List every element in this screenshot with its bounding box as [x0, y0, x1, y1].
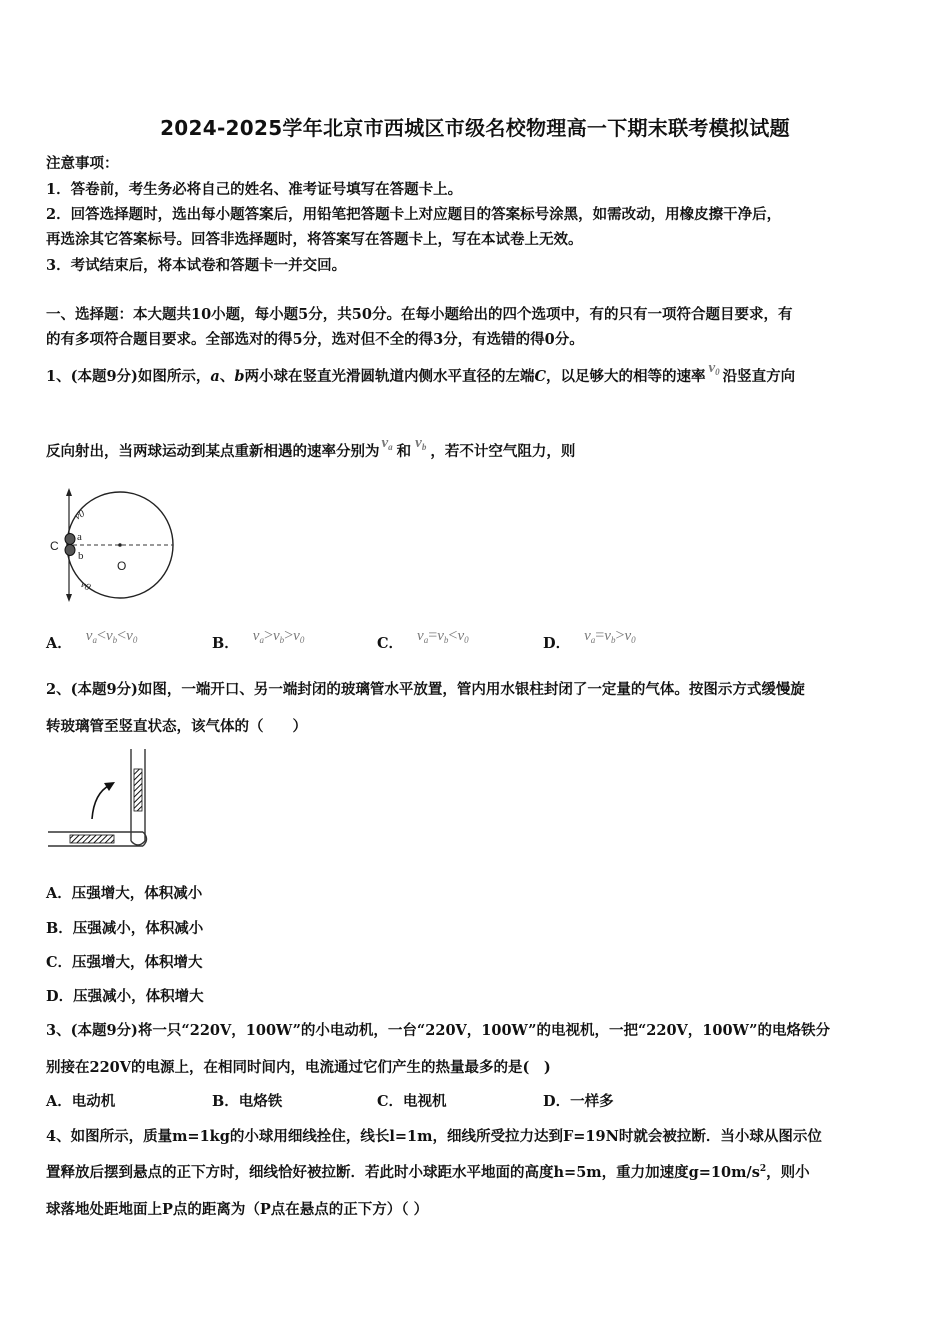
q1-option-a-r1: <: [96, 627, 106, 644]
q1-var-b: b: [234, 368, 245, 385]
q1-option-c[interactable]: [377, 624, 469, 652]
q4-line3: 球落地处距地面上P点的距离为（P点在悬点的正下方）（ ）: [46, 1201, 429, 1218]
q4-line2: [46, 1161, 810, 1182]
q2-line2: 转玻璃管至竖直状态，该气体的（ ）: [46, 718, 307, 735]
q1-option-c-s3: 0: [464, 635, 469, 645]
notice-item-2-cont: 再选涂其它答案标号。回答非选择题时，将答案写在答题卡上，写在本试卷上无效。: [46, 231, 583, 248]
q1-and: 和: [396, 443, 412, 460]
q3-option-d-text: 一样多: [570, 1093, 614, 1110]
q1-v0-v: v: [708, 360, 716, 376]
q1-option-b-s2: b: [279, 635, 285, 645]
q1-option-b-v2: v: [272, 628, 280, 644]
q2-option-b[interactable]: [46, 917, 203, 938]
q1-option-a-r2: <: [117, 627, 127, 644]
q2-line1: [46, 678, 805, 699]
q1-option-b-r2: >: [284, 627, 294, 644]
q1-option-a-s3: 0: [132, 635, 138, 645]
q1-va-sub: a: [388, 442, 393, 452]
q3-option-b-text: 电烙铁: [238, 1093, 283, 1110]
q1-label-v0-top: v0: [73, 508, 87, 523]
q1-option-a-label: A．: [46, 635, 72, 652]
q4-line2-text: 置释放后摆到悬点的正下方时，细线恰好被拉断．若此时小球距水平地面的高度h=5m，重力加速度g=10m/s: [46, 1164, 760, 1181]
q1-option-c-s1: a: [423, 635, 429, 645]
q1-v0-sub: 0: [715, 367, 720, 377]
q1-option-b-r1: >: [263, 627, 273, 644]
q1-score: (本题9分): [70, 368, 138, 385]
q3-option-a-label: A．: [46, 1093, 72, 1110]
q3-option-c[interactable]: [377, 1090, 447, 1111]
q2-mercury-vertical: [134, 769, 142, 811]
q3-score: (本题9分): [70, 1022, 138, 1039]
q2-option-a-text: 压强增大，体积减小: [71, 885, 203, 902]
q2-score: (本题9分): [70, 681, 138, 698]
notice-item-1: 1．答卷前，考生务必将自己的姓名、准考证号填写在答题卡上。: [46, 181, 463, 198]
q1-option-b-expr: [253, 628, 305, 644]
q1-option-c-v1: v: [417, 628, 424, 644]
q2-vertical-tube-end: [131, 841, 145, 845]
q2-rotation-arrow-curve: [92, 785, 110, 819]
q3-option-b[interactable]: [212, 1090, 282, 1111]
q2-option-c-text: 压强增大，体积增大: [72, 954, 203, 971]
q2-option-d-text: 压强减小，体积增大: [73, 988, 204, 1005]
q1-v0-symbol: [709, 360, 720, 376]
q1-option-d-v2: v: [604, 628, 611, 644]
notice-item-3: 3．考试结束后，将本试卷和答题卡一并交回。: [46, 257, 347, 274]
q1-option-b-label: B．: [212, 635, 239, 652]
section1-line1: 一、选择题：本大题共10小题，每小题5分，共50分。在每小题给出的四个选项中，有的只有一项符合题目要求，有: [46, 306, 793, 323]
q2-text-a: 如图，一端开口、另一端封闭的玻璃管水平放置，管内用水银柱封闭了一定量的气体。按图示方式缓慢旋: [137, 681, 805, 698]
q3-option-a[interactable]: [46, 1090, 115, 1111]
q1-option-d-label: D．: [543, 635, 571, 652]
q1-option-d-r1: =: [595, 627, 605, 644]
q1-option-c-s2: b: [443, 635, 449, 645]
q1-text-a: 如图所示，: [137, 368, 211, 385]
q1-option-a-s1: a: [92, 635, 97, 645]
q1-option-c-r1: =: [428, 627, 438, 644]
q1-text-b: 两小球在竖直光滑圆轨道内侧水平直径的左端: [244, 368, 535, 385]
q1-option-b-s1: a: [259, 635, 264, 645]
q1-text-c: ，以足够大的相等的速率: [546, 368, 706, 385]
q1-vb-v: v: [415, 435, 422, 451]
q1-ball-a: [65, 534, 75, 545]
q2-option-a-label: A．: [46, 885, 72, 902]
q3-option-d[interactable]: [543, 1090, 614, 1111]
q2-number: 2、: [46, 681, 71, 698]
q3-option-a-text: 电动机: [71, 1093, 116, 1110]
q1-option-b-v3: v: [293, 628, 300, 644]
q1-option-d-s1: a: [590, 635, 596, 645]
q1-vb-symbol: [415, 435, 426, 451]
q1-text-e: 反向射出，当两球运动到某点重新相遇的速率分别为: [46, 443, 380, 460]
q4-line1: 4、如图所示，质量m=1kg的小球用细线拴住，线长l=1m，细线所受拉力达到F=19N时就会被拉断．当小球从图示位: [46, 1128, 822, 1145]
q1-option-c-label: C．: [377, 635, 404, 652]
q2-option-b-label: B．: [46, 920, 73, 937]
q1-option-d-expr: [584, 628, 636, 644]
q1-var-c: C: [534, 368, 546, 385]
q1-text-f: ，若不计空气阻力，则: [430, 443, 576, 460]
q1-option-d-v3: v: [624, 628, 632, 644]
q2-option-a[interactable]: [46, 882, 202, 903]
q1-option-a-s2: b: [112, 635, 118, 645]
q3-option-c-label: C．: [377, 1093, 404, 1110]
q1-option-b-v1: v: [252, 628, 260, 644]
q2-option-d[interactable]: [46, 985, 204, 1006]
q1-option-c-r2: <: [448, 627, 458, 644]
q3-number: 3、: [46, 1022, 71, 1039]
notice-item-2: 2．回答选择题时，选出每小题答案后，用铅笔把答题卡上对应题目的答案标号涂黑，如需改动，用橡皮擦干净后，: [46, 206, 782, 223]
q1-option-b[interactable]: [212, 624, 305, 652]
notice-heading: 注意事项：: [46, 155, 119, 172]
q1-up-arrow-head: [66, 488, 72, 496]
q1-option-b-s3: 0: [299, 635, 305, 645]
q1-va-v: v: [381, 435, 389, 451]
q3-option-c-text: 电视机: [403, 1093, 447, 1110]
q2-rotation-arrow-head: [104, 782, 115, 791]
q1-va-symbol: [382, 435, 393, 451]
q1-option-d[interactable]: [543, 624, 636, 652]
q3-text-a: 将一只“220V，100W”的小电动机，一台“220V，100W”的电视机，一把“220V，100W”的电烙铁分: [137, 1022, 830, 1039]
q1-sep: 、: [219, 368, 235, 385]
q1-option-d-s3: 0: [631, 635, 636, 645]
q4-line2-tail: ，则小: [766, 1164, 810, 1181]
q1-label-a: a: [77, 531, 82, 543]
page-title: 2024-2025学年北京市西城区市级名校物理高一下期末联考模拟试题: [160, 116, 790, 140]
q1-option-a-v1: v: [85, 628, 93, 644]
q3-line1: [46, 1019, 830, 1040]
q2-mercury-horizontal: [70, 835, 114, 843]
q2-tube-figure: [44, 745, 159, 853]
q1-option-d-s2: b: [610, 635, 616, 645]
q1-option-a[interactable]: [46, 624, 138, 652]
q1-option-c-v3: v: [457, 628, 465, 644]
q2-option-c[interactable]: [46, 951, 203, 972]
q1-down-arrow-head: [66, 594, 72, 602]
q1-option-d-v1: v: [584, 628, 591, 644]
q4-line2-sup: 2: [759, 1164, 767, 1175]
section1-line2: 的有多项符合题目要求。全部选对的得5分，选对但不全的得3分，有选错的得0分。: [46, 331, 584, 348]
q1-option-a-expr: [86, 628, 138, 644]
q1-text-d: 沿竖直方向: [722, 368, 796, 385]
q2-option-b-text: 压强减小，体积减小: [72, 920, 204, 937]
q2-option-c-label: C．: [46, 954, 73, 971]
q1-label-v0-bottom: v0: [78, 579, 93, 594]
q1-label-c: C: [50, 539, 59, 553]
q1-line2: [46, 435, 576, 461]
q1-var-a: a: [210, 368, 220, 385]
q1-circle-figure: [40, 484, 170, 609]
q1-option-d-r2: >: [615, 627, 625, 644]
q1-option-c-expr: [417, 628, 469, 644]
q1-vb-sub: b: [421, 442, 427, 452]
q1-number: 1、: [46, 368, 71, 385]
q1-label-o: O: [117, 559, 127, 573]
q1-label-b: b: [78, 550, 84, 562]
q1-center-dot: [118, 543, 122, 547]
q1-ball-b: [65, 545, 75, 556]
q1-option-c-v2: v: [437, 628, 444, 644]
q3-line2: 别接在220V的电源上，在相同时间内，电流通过它们产生的热量最多的是( ): [46, 1059, 551, 1076]
q2-option-d-label: D．: [46, 988, 74, 1005]
q1-line1: [46, 360, 796, 386]
q1-option-a-v2: v: [105, 628, 113, 644]
q3-option-d-label: D．: [543, 1093, 571, 1110]
q1-option-a-v3: v: [126, 628, 133, 644]
q3-option-b-label: B．: [212, 1093, 239, 1110]
